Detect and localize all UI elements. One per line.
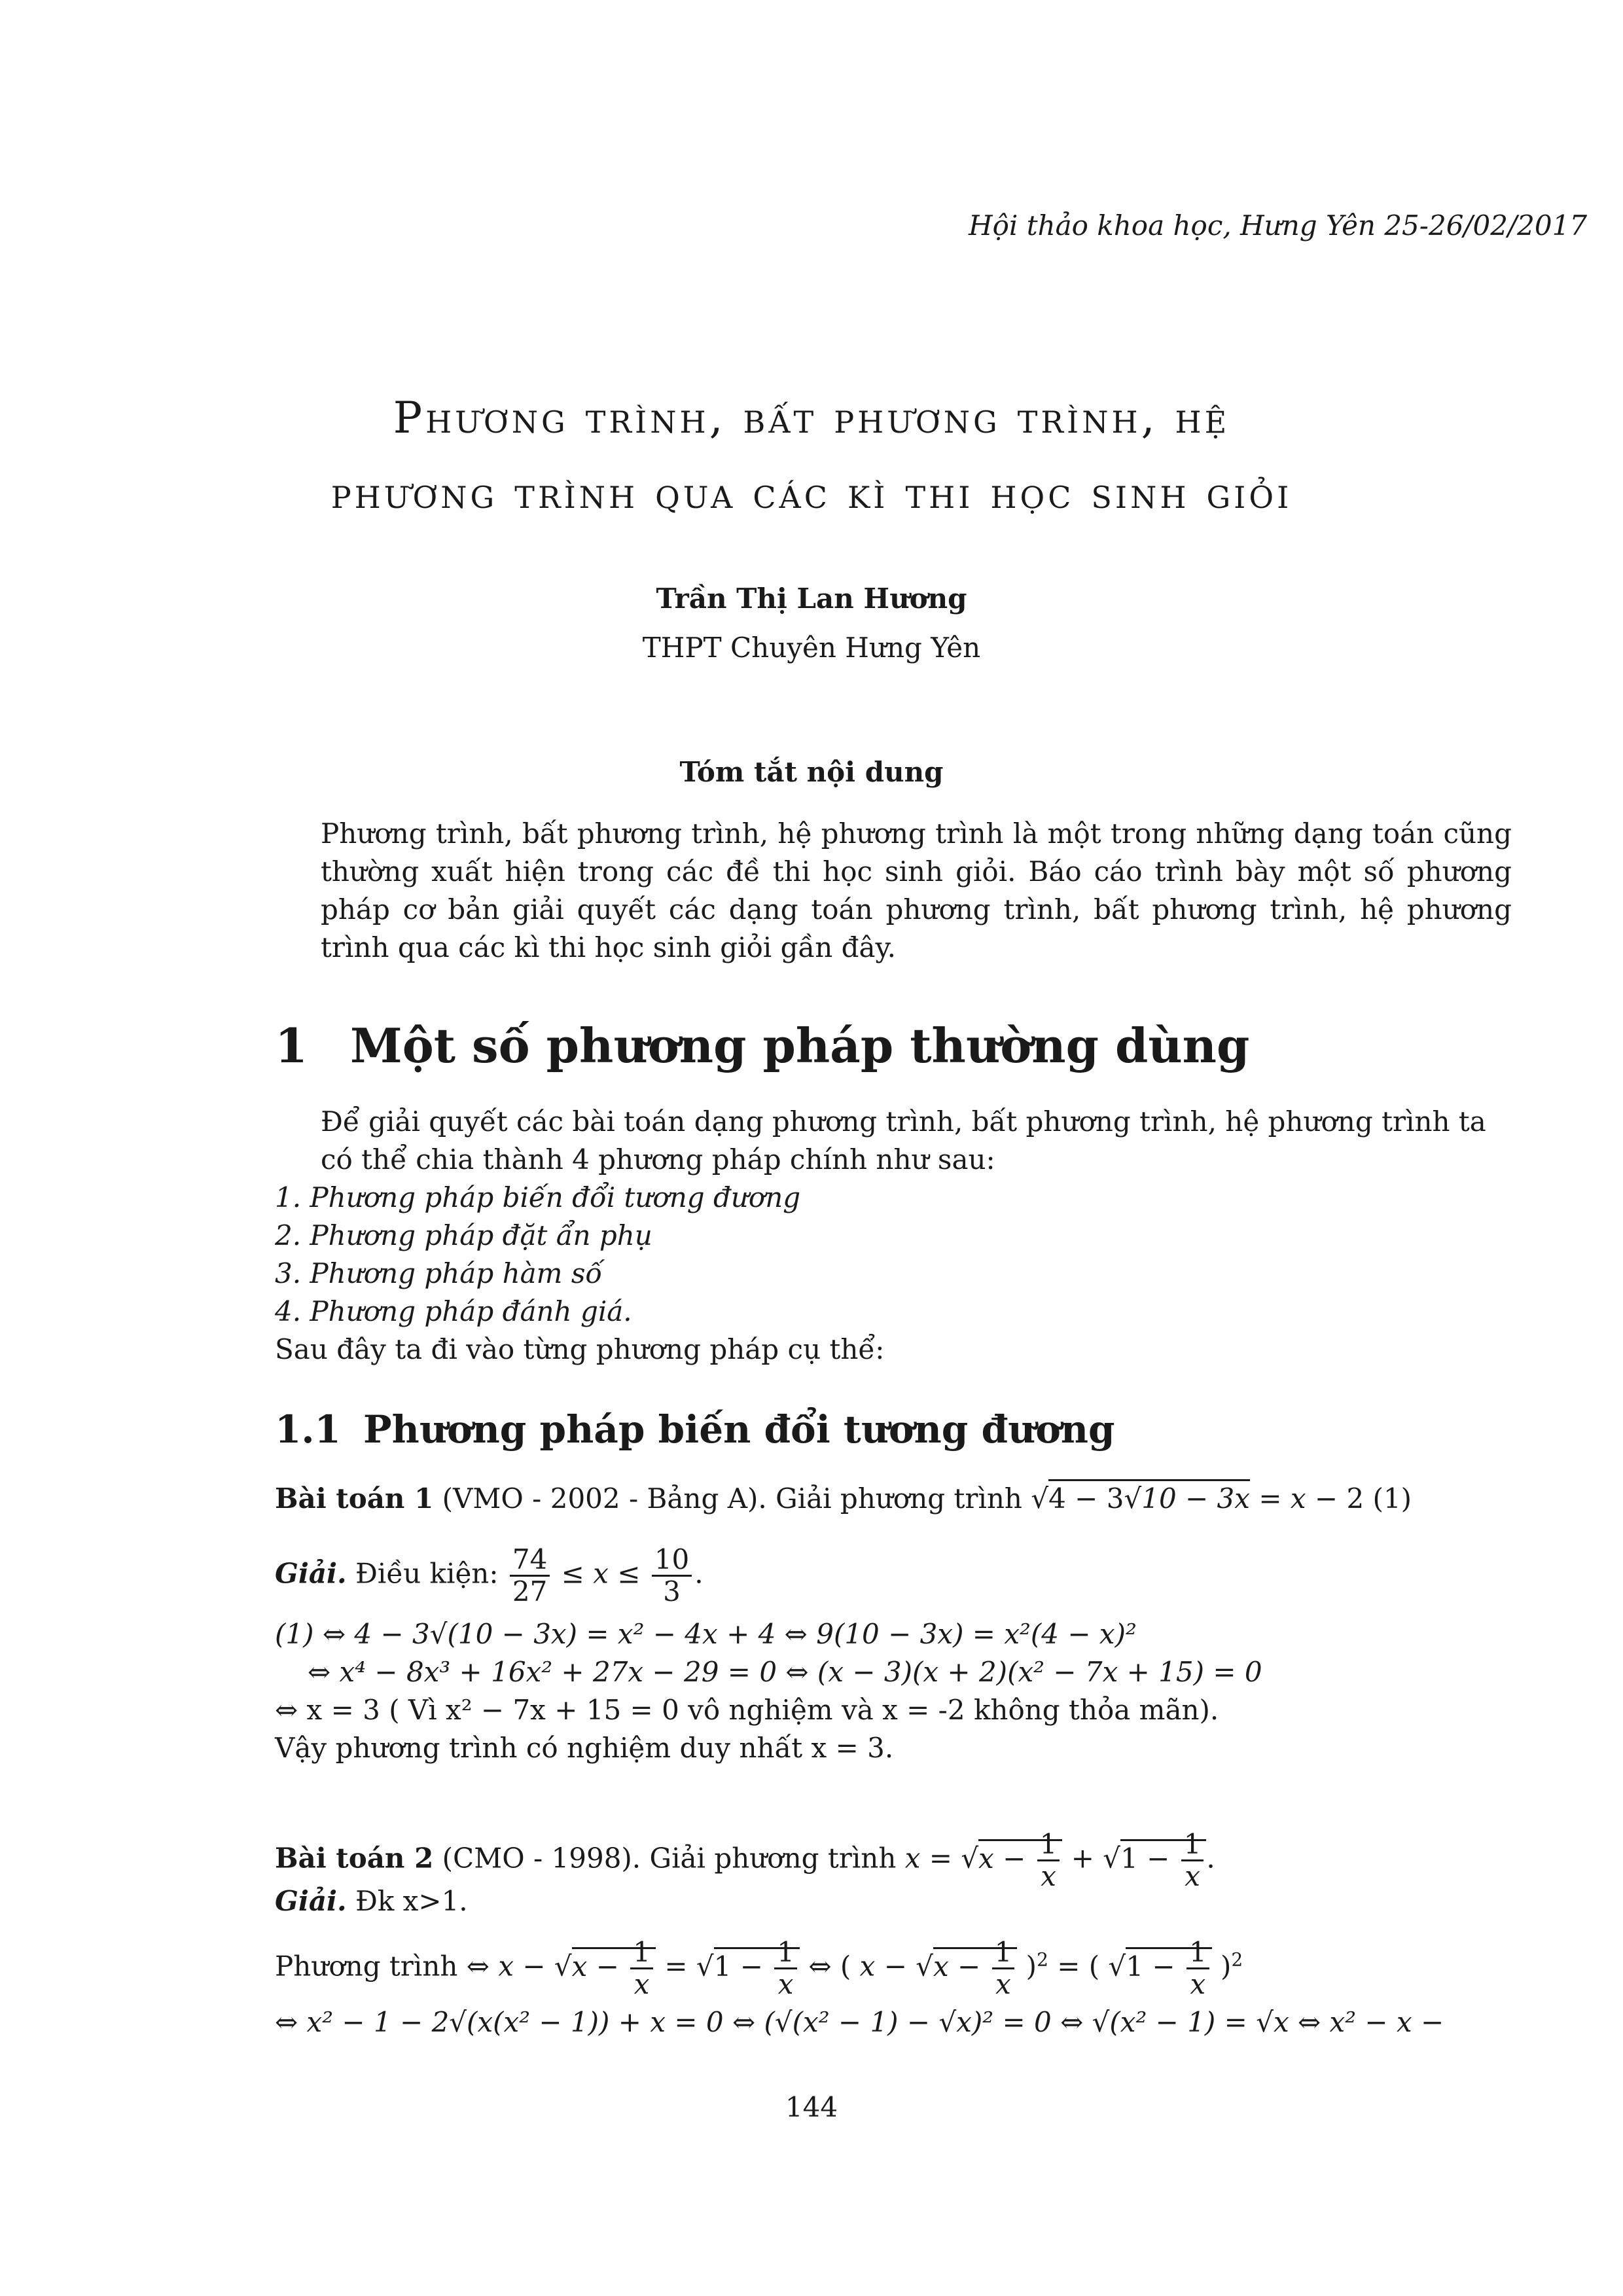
problem1-source: (VMO - 2002 - Bảng A). bbox=[442, 1482, 767, 1515]
fraction: $\frac{10}{3}$ bbox=[652, 1545, 692, 1607]
subsection-number: 1.1 bbox=[275, 1407, 341, 1452]
problem1-conclusion: Vậy phương trình có nghiệm duy nhất x = 3. bbox=[275, 1732, 894, 1764]
problem1-condition: Giải. Điều kiện: $\frac{74}{27}$ ≤ x ≤ $\frac{10}{3}$ . bbox=[275, 1543, 704, 1607]
author-name: Trần Thị Lan Hương bbox=[656, 583, 967, 615]
author-affiliation: THPT Chuyên Hưng Yên bbox=[642, 632, 981, 664]
problem2-solution-label: Giải. bbox=[275, 1885, 347, 1917]
problem2-condition-text: Đk x>1. bbox=[355, 1885, 468, 1917]
problem1-step: ⇔ x⁴ − 8x³ + 16x² + 27x − 29 = 0 ⇔ (x − 3)(x + 2)(x² − 7x + 15) = 0 bbox=[308, 1656, 1262, 1688]
problem2-step-prefix: Phương trình bbox=[275, 1950, 458, 1982]
problem2-statement bbox=[275, 1829, 1215, 1892]
section-heading bbox=[275, 1018, 1249, 1073]
problem2-equation: x = √x − $\frac{1}{x}$ + √1 − $\frac{1}{x}$ . bbox=[904, 1828, 1215, 1892]
problem1-equation: √4 − 3√10 − 3x = x − 2 (1) bbox=[1031, 1479, 1412, 1515]
method-item: 1. Phương pháp biến đổi tương đương bbox=[275, 1181, 801, 1213]
problem1-step: ⇔ x = 3 ( Vì x² − 7x + 15 = 0 vô nghiệm và x = -2 không thỏa mãn). bbox=[275, 1694, 1219, 1726]
problem2-step: Phương trình ⇔ x − √x − $\frac{1}{x}$ = √1 − $\frac{1}{x}$ ⇔ ( x − √x − $\frac{1}{x}$ )$^2$ = ( √1 − $\frac{1}{x}$ )$^2$ bbox=[275, 1936, 1243, 2000]
problem1-condition-label: Điều kiện: bbox=[355, 1557, 499, 1590]
method-item: 4. Phương pháp đánh giá. bbox=[275, 1295, 632, 1327]
section-number: 1 bbox=[275, 1018, 308, 1073]
problem2-condition bbox=[275, 1885, 468, 1917]
running-header: Hội thảo khoa học, Hưng Yên 25-26/02/2017 bbox=[969, 209, 1588, 242]
method-item: 3. Phương pháp hàm số bbox=[275, 1257, 603, 1289]
abstract-text: Phương trình, bất phương trình, hệ phương trình là một trong những dạng toán cũng thường xuất hiện trong các đề thi học sinh giỏi. Báo cáo trình bày một số phương pháp cơ bản giải quyết các dạng toán phương trình, bất phương trình, hệ phương trình qua các kì thi học sinh giỏi gần đây. bbox=[321, 817, 1512, 963]
abstract-heading: Tóm tắt nội dung bbox=[679, 756, 944, 788]
subsection-title: Phương pháp biến đổi tương đương bbox=[363, 1407, 1115, 1452]
intro-paragraph: Để giải quyết các bài toán dạng phương trình, bất phương trình, hệ phương trình ta có thể chia thành 4 phương pháp chính như sau: bbox=[321, 1105, 1486, 1175]
subsection-heading bbox=[275, 1407, 1115, 1452]
problem2-step: ⇔ x² − 1 − 2√(x(x² − 1)) + x = 0 ⇔ (√(x² − 1) − √x)² = 0 ⇔ √(x² − 1) = √x ⇔ x² − x − bbox=[275, 2006, 1444, 2038]
problem1-statement bbox=[275, 1482, 1412, 1515]
problem2-prompt: Giải phương trình bbox=[649, 1842, 897, 1874]
problem1-label: Bài toán 1 bbox=[275, 1482, 434, 1515]
problem2-source: (CMO - 1998). bbox=[442, 1842, 641, 1874]
paper-title-line2: phương trình qua các kì thi học sinh giỏi bbox=[330, 468, 1293, 518]
page-number: 144 bbox=[785, 2091, 838, 2123]
problem1-step: (1) ⇔ 4 − 3√(10 − 3x) = x² − 4x + 4 ⇔ 9(10 − 3x) = x²(4 − x)² bbox=[275, 1618, 1137, 1650]
problem2-label: Bài toán 2 bbox=[275, 1842, 434, 1874]
fraction: $\frac{74}{27}$ bbox=[510, 1545, 550, 1607]
problem1-prompt: Giải phương trình bbox=[776, 1482, 1022, 1515]
intro-outro: Sau đây ta đi vào từng phương pháp cụ thể: bbox=[275, 1333, 885, 1365]
problem1-solution-label: Giải. bbox=[275, 1557, 347, 1590]
paper-title-line1: Phương trình, bất phương trình, hệ bbox=[393, 393, 1230, 443]
section-title: Một số phương pháp thường dùng bbox=[350, 1018, 1250, 1073]
method-item: 2. Phương pháp đặt ẩn phụ bbox=[275, 1219, 652, 1251]
section-intro bbox=[275, 1103, 1512, 1369]
